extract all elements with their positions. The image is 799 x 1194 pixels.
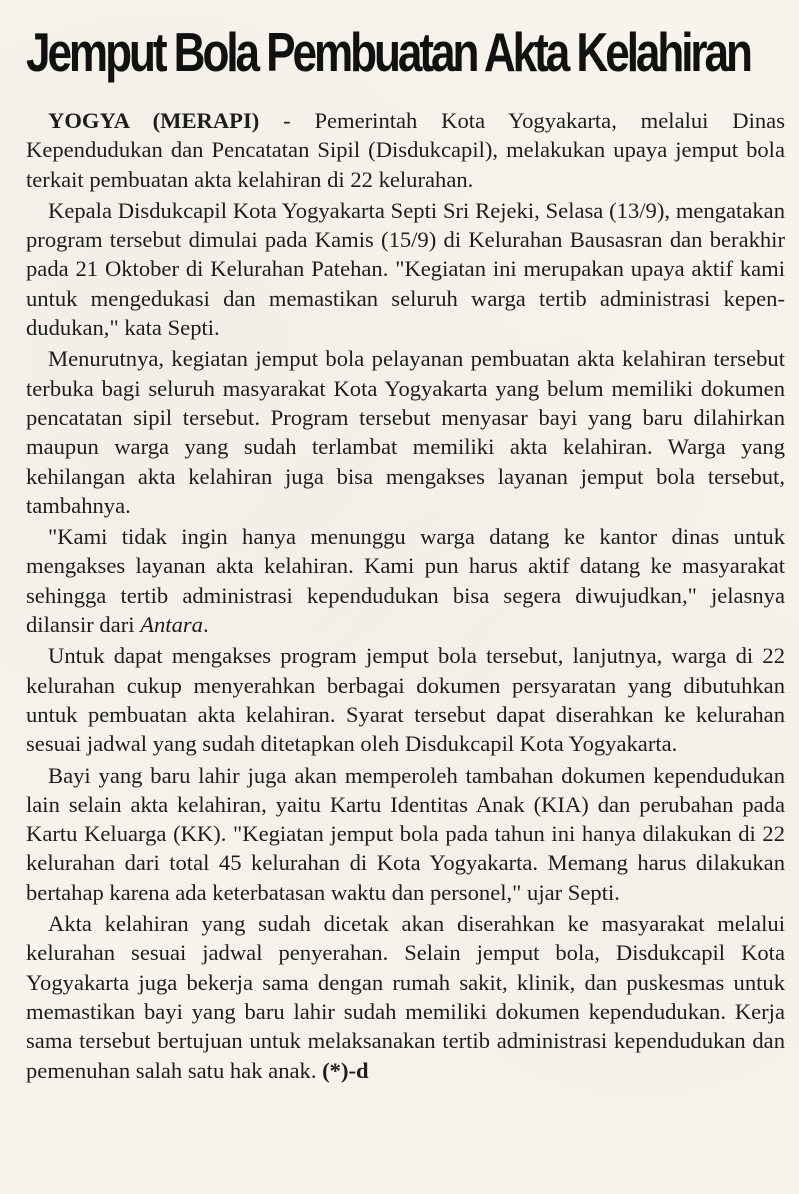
- source-name: Antara: [140, 612, 203, 638]
- paragraph-3: Menurutnya, kegiatan jemput bola pelayanan pembuatan akta kelahiran tersebut terbuka bagi seluruh masyarakat Kota Yogyakarta yang belum memiliki dokumen pencatatan sipil tersebut. Program tersebut menyasar bayi yang baru dilahirkan maupun warga yang sudah terlambat memiliki akta kelahiran. Warga yang kehilangan akta kelahiran juga bisa mengakses layanan jemput bola tersebut, tambahnya.: [26, 346, 785, 518]
- paragraph-4-text: "Kami tidak ingin hanya menunggu warga datang ke kantor dinas untuk mengakses layanan akta kelahiran. Kami pun harus aktif datang ke masyarakat sehingga tertib administrasi kependudukan bisa segera diwujudkan," jelasnya dilansir dari: [26, 524, 785, 638]
- dateline: YOGYA (MERAPI): [48, 108, 260, 133]
- paragraph-4-end: .: [202, 612, 209, 638]
- paragraph-5: Untuk dapat mengakses program jemput bola tersebut, lanjutnya, warga di 22 kelurahan cukup menyerahkan berbagai dokumen persyaratan yang dibutuhkan untuk pembuatan akta kelahiran. Syarat tersebut dapat diserahkan ke kelurahan sesuai jadwal yang sudah ditetapkan oleh Disdukcapil Kota Yogyakarta.: [26, 643, 785, 757]
- paragraph-7: [26, 909, 785, 1085]
- paragraph-7-text: Akta kelahiran yang sudah dicetak akan diserahkan ke masyarakat melalui kelurahan sesuai jadwal penyerahan. Selain jemput bola, Disdukcapil Kota Yogyakarta juga bekerja sama dengan rumah sakit, klinik, dan puskesmas untuk memastikan bayi yang baru lahir sudah memiliki dokumen kependudukan. Kerja sama tersebut bertujuan untuk melaksanakan tertib administrasi kependudukan dan pemenuhan salah satu hak anak.: [26, 911, 785, 1083]
- paragraph-6: Bayi yang baru lahir juga akan memperoleh tambahan dokumen kependudukan lain selain akta kelahiran, yaitu Kartu Identitas Anak (KIA) dan perubahan pada Kartu Keluarga (KK). "Kegiatan jemput bola pada tahun ini hanya dilakukan di 22 kelurahan dari total 45 kelurahan di Kota Yogyakarta. Memang harus dilakukan bertahap karena ada keterbatasan waktu dan personel," ujar Septi.: [26, 762, 785, 905]
- article-body: [26, 106, 789, 1085]
- paragraph-4: [26, 522, 785, 639]
- author-signoff: (*)-d: [322, 1057, 369, 1083]
- article-headline: Jemput Bola Pembuatan Akta Kelahiran: [26, 22, 750, 84]
- paragraph-1: [26, 106, 785, 194]
- paragraph-1-text: - Pemerintah Kota Yogyakarta, melalui Dinas Kependudukan dan Pencatatan Sipil (Disdukcapil), melakukan upaya jemput bola terkait pembuatan akta kelahiran di 22 kelurahan.: [26, 108, 785, 192]
- paragraph-2: Kepala Disdukcapil Kota Yogyakarta Septi Sri Rejeki, Selasa (13/9), mengatakan program tersebut dimulai pada Kamis (15/9) di Kelurahan Bausasran dan berakhir pada 21 Oktober di Kelurahan Patehan. "Kegiatan ini merupakan upaya aktif kami untuk mengedukasi dan memastikan seluruh warga tertib administrasi kependudukan," kata Septi.: [26, 197, 785, 341]
